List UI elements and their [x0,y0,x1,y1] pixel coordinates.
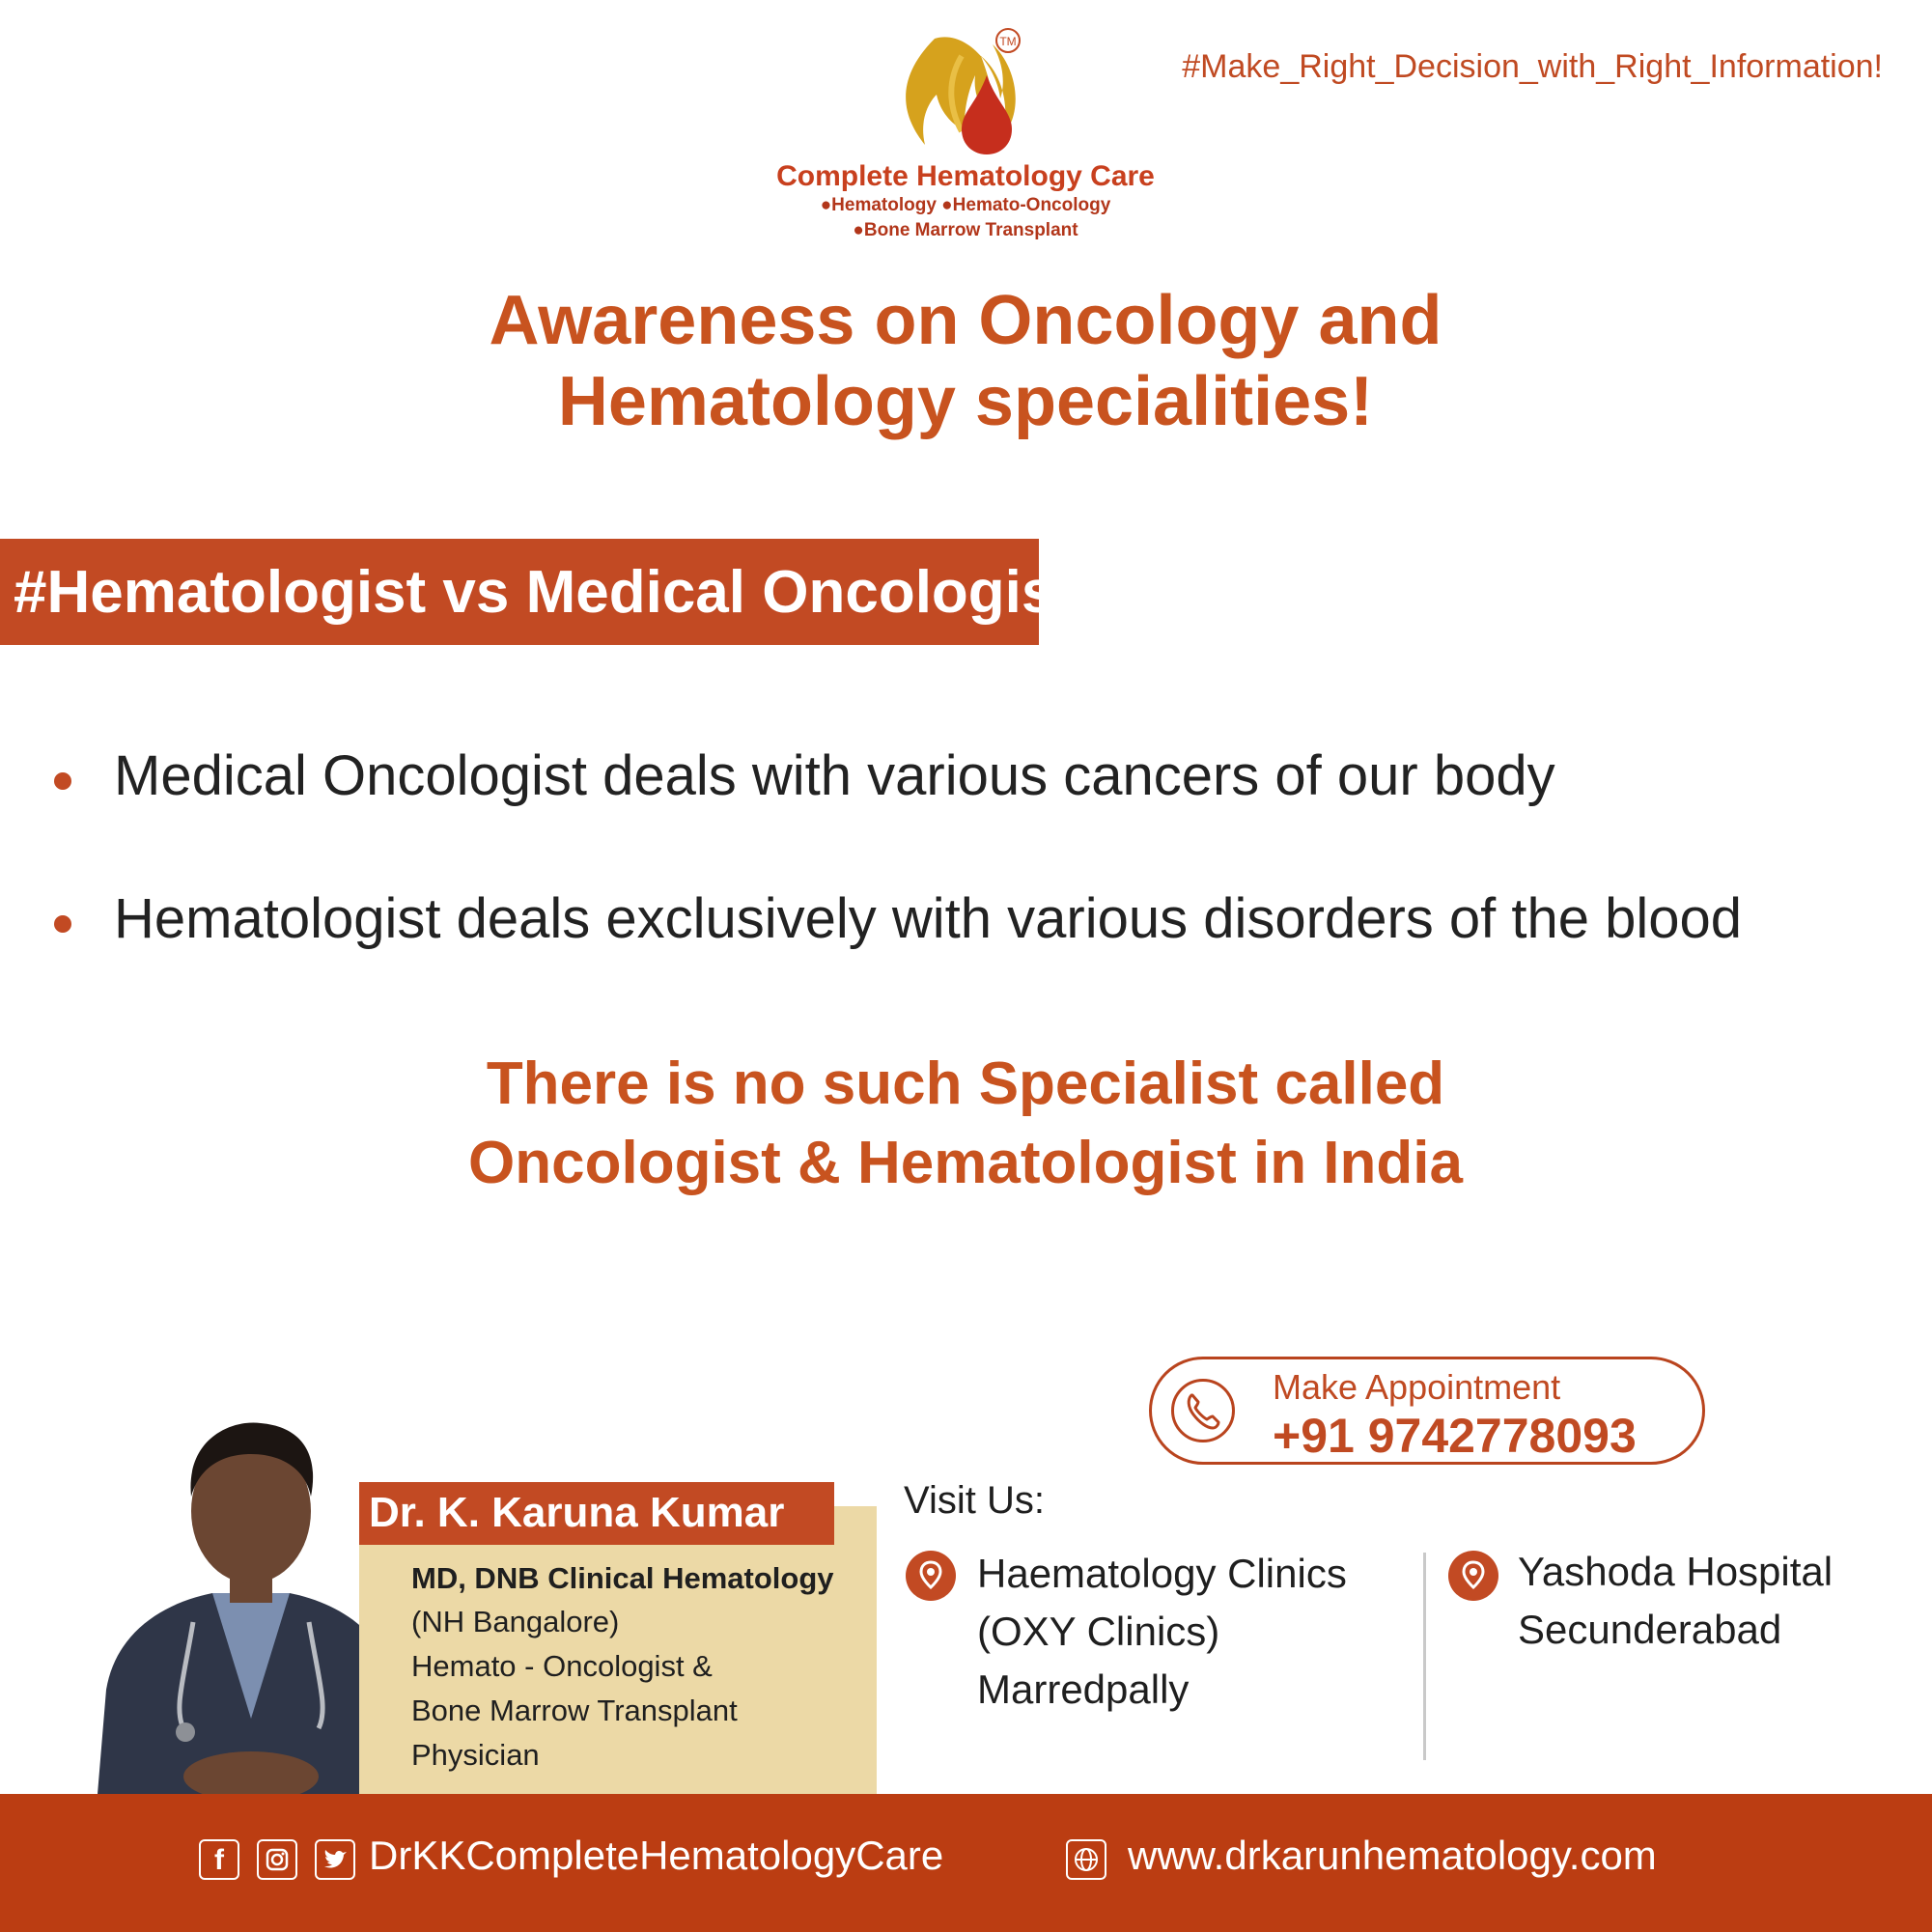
doctor-credential-4: Bone Marrow Transplant [411,1694,738,1727]
bullet-icon [54,915,71,933]
phone-icon [1171,1379,1235,1442]
header-tagline: #Make_Right_Decision_with_Right_Information! [1182,48,1883,85]
location-divider [1423,1553,1426,1760]
headline-line-1: Awareness on Oncology and [489,282,1442,359]
trademark-mark: TM [999,35,1017,48]
location-1-line-2: (OXY Clinics) [977,1609,1220,1654]
note-line-2: Oncologist & Hematologist in India [468,1130,1463,1196]
location-2 [1518,1543,1833,1659]
website-link[interactable]: www.drkarunhematology.com [1128,1833,1657,1878]
location-2-line-2: Secunderabad [1518,1607,1782,1652]
visit-us-label: Visit Us: [904,1479,1045,1522]
social-handle[interactable]: DrKKCompleteHematologyCare [369,1833,944,1878]
note-line-1: There is no such Specialist called [486,1050,1445,1117]
instagram-icon[interactable] [257,1839,297,1880]
doctor-credential-2: (NH Bangalore) [411,1605,620,1638]
logo-title: Complete Hematology Care [776,160,1155,192]
location-1-line-3: Marredpally [977,1666,1190,1712]
location-pin-icon [1448,1551,1498,1601]
doctor-credential-5: Physician [411,1738,540,1772]
doctor-credential-1: MD, DNB Clinical Hematology [411,1561,834,1595]
appointment-label: Make Appointment [1273,1367,1561,1407]
headline [290,280,1641,442]
doctor-credential-3: Hemato - Oncologist & [411,1649,713,1683]
logo-subtitle-2: ●Bone Marrow Transplant [853,220,1078,240]
bullet-item-2: Hematologist deals exclusively with various disorders of the blood [114,887,1743,950]
facebook-icon[interactable]: f [199,1839,239,1880]
logo-subtitle-1: ●Hematology ●Hemato-Oncology [820,195,1111,215]
bullet-icon [54,772,71,790]
appointment-phone-number[interactable]: +91 9742778093 [1273,1409,1637,1463]
location-pin-icon [906,1551,956,1601]
location-1 [977,1545,1347,1719]
globe-icon [1066,1839,1106,1880]
location-2-line-1: Yashoda Hospital [1518,1549,1834,1594]
location-1-line-1: Haematology Clinics [977,1551,1347,1596]
headline-line-2: Hematology specialities! [557,363,1374,440]
highlight-note [290,1045,1641,1203]
doctor-name: Dr. K. Karuna Kumar [369,1489,785,1536]
topic-banner-text: #Hematologist vs Medical Oncologist [14,559,1076,626]
bullet-item-1: Medical Oncologist deals with various cancers of our body [114,744,1555,807]
twitter-icon[interactable] [315,1839,355,1880]
